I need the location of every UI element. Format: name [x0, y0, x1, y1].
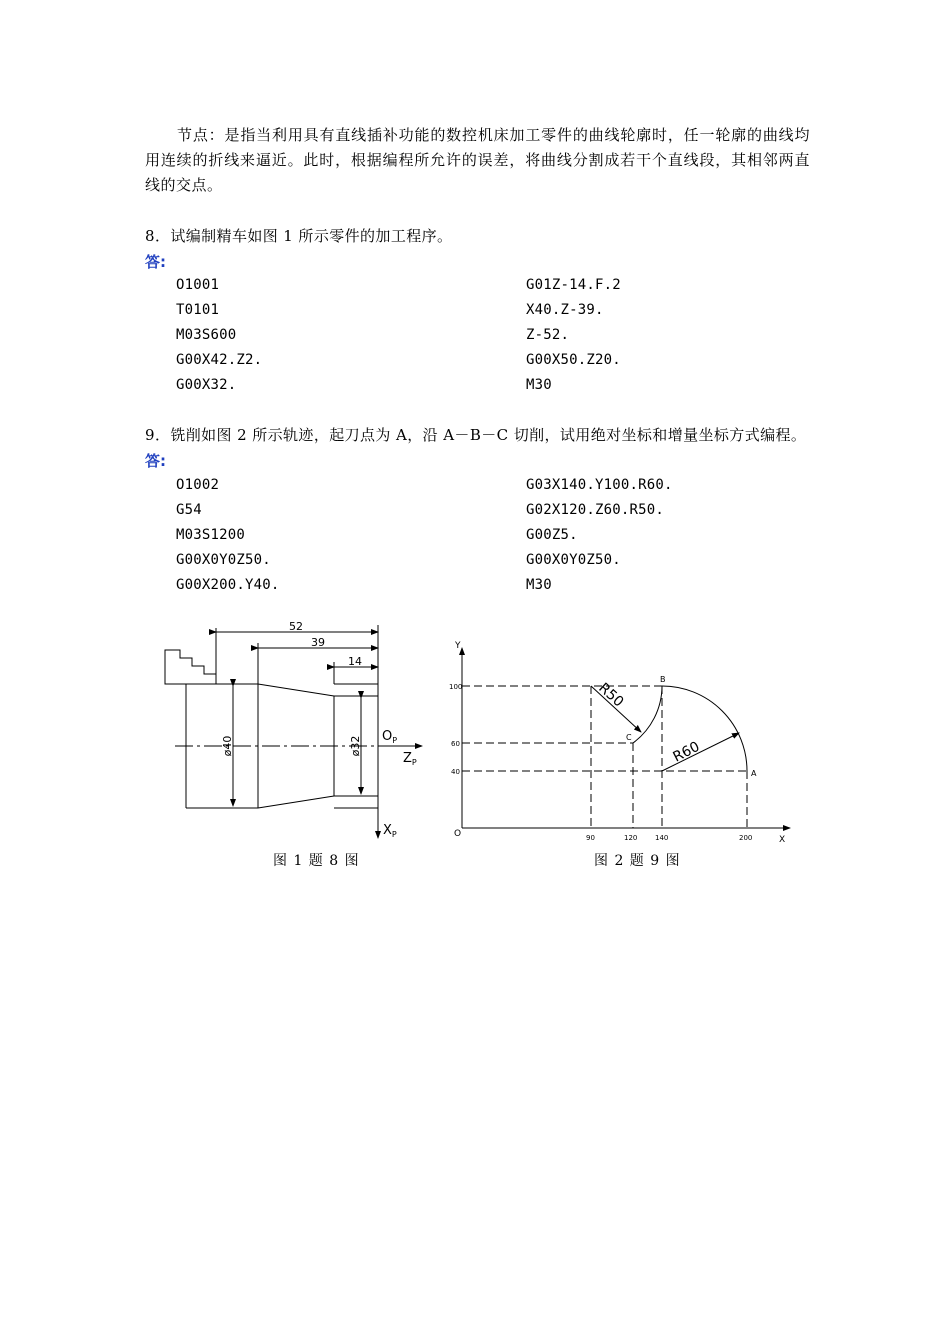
axis-x-label: X — [779, 835, 786, 845]
program-9-col2 — [526, 473, 673, 598]
point-c-label: C — [626, 733, 632, 742]
dim-diameter-40: ø40 — [221, 735, 234, 757]
radius-r60-label: R60 — [670, 738, 703, 766]
dim-14: 14 — [348, 655, 362, 668]
code-line: G00X42.Z2. — [176, 352, 263, 368]
code-line: G03X140.Y100.R60. — [526, 477, 673, 493]
y-tick-100: 100 — [449, 683, 463, 691]
dim-diameter-32: ø32 — [349, 735, 362, 757]
origin-label: O — [454, 829, 462, 839]
code-line: G00X50.Z20. — [526, 352, 621, 368]
program-9-col1 — [176, 473, 280, 598]
x-tick-200: 200 — [739, 834, 753, 842]
code-line: G01Z-14.F.2 — [526, 277, 621, 293]
answer-label-8: 答: — [145, 253, 166, 271]
figure-1-caption: 图 1 题 8 图 — [273, 853, 360, 869]
dim-39: 39 — [311, 636, 325, 649]
code-line: M03S600 — [176, 327, 237, 343]
x-tick-90: 90 — [586, 834, 595, 842]
point-b-label: B — [660, 675, 666, 684]
question-8: 8．试编制精车如图 1 所示零件的加工程序。 — [145, 227, 453, 245]
code-line: X40.Z-39. — [526, 302, 604, 318]
program-8-col2 — [526, 273, 621, 398]
y-tick-40: 40 — [451, 768, 460, 776]
code-line: G02X120.Z60.R50. — [526, 502, 665, 518]
figure-1-part-drawing — [155, 615, 435, 845]
code-line: G00Z5. — [526, 527, 578, 543]
x-tick-120: 120 — [624, 834, 638, 842]
answer-label-9: 答: — [145, 452, 166, 470]
chuck-outline — [165, 650, 216, 684]
code-line: O1002 — [176, 477, 220, 493]
origin-label: $O_P$ — [382, 729, 398, 745]
code-line: M03S1200 — [176, 527, 246, 543]
figure-2-caption: 图 2 题 9 图 — [594, 853, 681, 869]
z-axis-label: $Z_P$ — [403, 751, 417, 767]
y-tick-60: 60 — [451, 740, 460, 748]
code-line: M30 — [526, 377, 552, 393]
code-line: Z-52. — [526, 327, 570, 343]
program-8-col1 — [176, 273, 262, 398]
code-line: G00X0Y0Z50. — [176, 552, 271, 568]
dim-52: 52 — [289, 620, 303, 633]
code-line: G00X0Y0Z50. — [526, 552, 621, 568]
radius-r50-label: R50 — [595, 680, 627, 711]
code-line: T0101 — [176, 302, 220, 318]
x-axis-label: $X_P$ — [383, 823, 397, 839]
arc-bc — [633, 686, 662, 743]
question-9: 9．铣削如图 2 所示轨迹，起刀点为 A，沿 A－B－C 切削，试用绝对坐标和增量坐标方式编程。 — [145, 426, 807, 444]
definition-paragraph: 节点：是指当利用具有直线插补功能的数控机床加工零件的曲线轮廓时，任一轮廓的曲线均用连续的折线来逼近。此时，根据编程所允许的误差，将曲线分割成若干个直线段，其相邻两直线的交点。 — [145, 126, 810, 194]
figure-2-path-drawing — [440, 635, 800, 845]
code-line: G00X32. — [176, 377, 237, 393]
code-line: M30 — [526, 577, 552, 593]
x-tick-140: 140 — [655, 834, 669, 842]
code-line: O1001 — [176, 277, 220, 293]
code-line: G54 — [176, 502, 202, 518]
code-line: G00X200.Y40. — [176, 577, 280, 593]
axis-y-label: Y — [455, 641, 461, 651]
point-a-label: A — [751, 769, 757, 778]
